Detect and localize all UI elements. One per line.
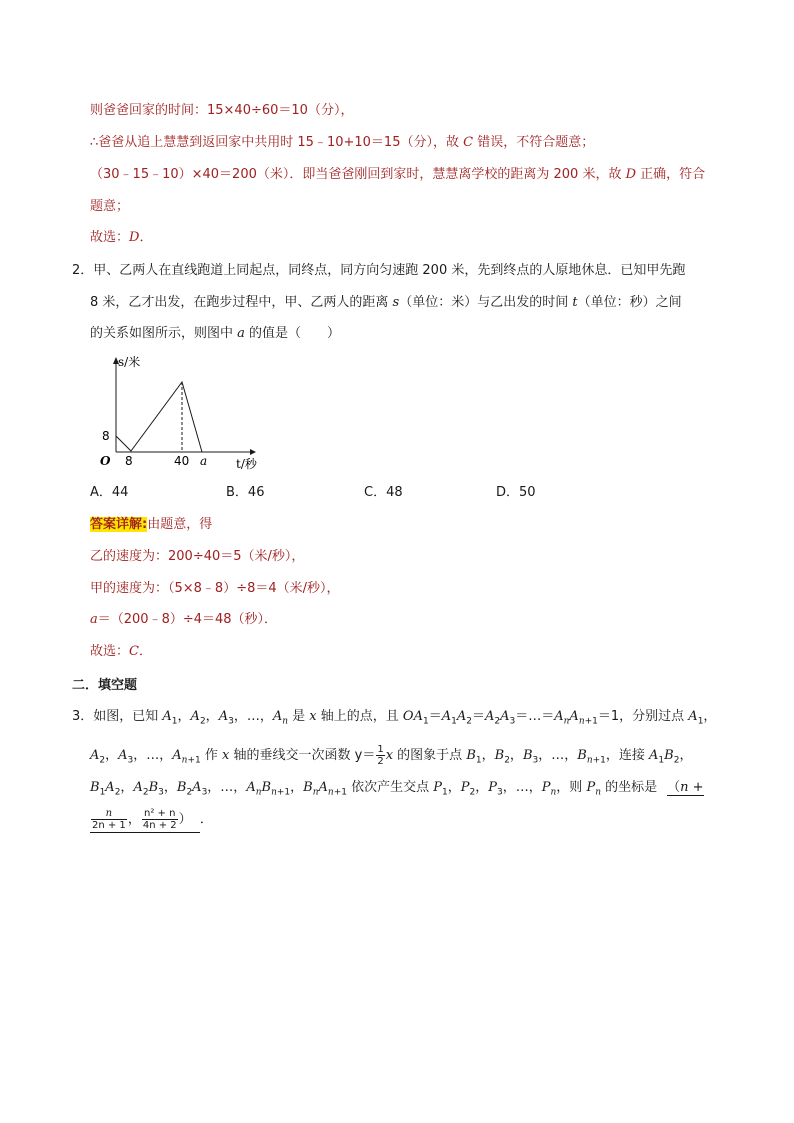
prev-solution-choice: 故选：D． (90, 230, 153, 245)
x-axis-label: t/秒 (236, 457, 257, 471)
prev-solution-line-3: （30﹣15﹣10）×40＝200（米）．即当爸爸刚回到家时，慧慧离学校的距离为 200 米，故 D 正确，符合 (90, 167, 706, 182)
x-tick-a: a (200, 454, 208, 468)
option-b: B．46 (226, 485, 265, 500)
x-tick-8: 8 (125, 454, 133, 468)
prev-solution-line-2: ∴爸爸从追上慧慧到返回家中共用时 15﹣10+10＝15（分），故 C 错误，不符合题意； (90, 135, 595, 150)
x-tick-40: 40 (174, 454, 190, 468)
q3-stem-line-1: 3．如图，已知 $A_1$，$A_2$，$A_3$，…，$A_n$ 是 x 轴上的点，且 $OA_1=A_1A_2=A_2A_3=\dots=A_nA_{n+1}=1$，分别过点 $A_1$， (72, 709, 717, 727)
y-axis-label: s/米 (118, 355, 141, 369)
option-d: D．50 (496, 485, 536, 500)
q2-stem-line-2: 8 米，乙才出发，在跑步过程中，甲、乙两人的距离 s（单位：米）与乙出发的时间 t（单位：秒）之间 (90, 295, 682, 310)
q2-answer-header: 答案详解:由题意，得 (90, 517, 213, 532)
q2-options (90, 484, 690, 502)
fraction-one-half: $\frac{1}{2}$ (377, 744, 384, 767)
graph-line (116, 382, 202, 452)
q3-stem-line-3: $B_1A_2$，$A_2B_3$，$B_2A_3$，…，$A_nB_{n+1}$，$B_nA_{n+1}$ 依次产生交点 $P_1$，$P_2$，$P_3$，…，$P_n$，则 $P_n$ 的坐标是 （n + (90, 780, 704, 798)
q3-stem-line-2: $A_2$，$A_3$，…，$A_{n+1}$ 作 x 轴的垂线交一次函数 y＝ $\frac{1}{2}$ x 的图象于点 $B_1$，$B_2$，$B_3$，…，$B_{n+1}$，连接 $A_1B_2$， (90, 744, 693, 767)
q2-stem-line-1: 2．甲、乙两人在直线跑道上同起点，同终点，同方向匀速跑 200 米，先到终点的人原地休息．已知甲先跑 (72, 263, 686, 278)
q2-solution-choice: 故选：C． (90, 644, 152, 659)
origin-label: O (100, 454, 111, 468)
q2-solution-line-3: a＝（200﹣8）÷4＝48（秒）． (90, 612, 278, 627)
y-tick-label: 8 (102, 429, 110, 443)
answer-label: 答案详解: (90, 517, 148, 532)
section-title: 二．填空题 (72, 678, 138, 693)
answer-fraction-2: $\frac{\text{n² + n}}{4n + 2}$ (142, 808, 177, 831)
option-a: A．44 (90, 485, 129, 500)
q2-solution-line-2: 甲的速度为：（5×8﹣8）÷8＝4（米/秒）， (90, 581, 340, 596)
answer-fraction-1: $\frac{n}{2n + 1}$ (92, 808, 126, 831)
option-c: C．48 (364, 485, 403, 500)
q3-answer-start: （n + (667, 780, 704, 795)
x-axis-arrow (250, 449, 256, 455)
prev-solution-line-4: 题意； (90, 199, 130, 214)
prev-solution-line-1: 则爸爸回家的时间：15×40÷60＝10（分）， (90, 103, 354, 118)
q2-stem-line-3: 的关系如图所示，则图中 a 的值是（ ） (90, 326, 341, 341)
q2-graph (88, 352, 268, 472)
q3-answer-line: $\frac{n}{2n + 1}$ ， $\frac{\text{n² + n}}{4n + 2}$ ） ． (92, 808, 213, 831)
q2-solution-line-1: 乙的速度为：200÷40＝5（米/秒）， (90, 549, 305, 564)
